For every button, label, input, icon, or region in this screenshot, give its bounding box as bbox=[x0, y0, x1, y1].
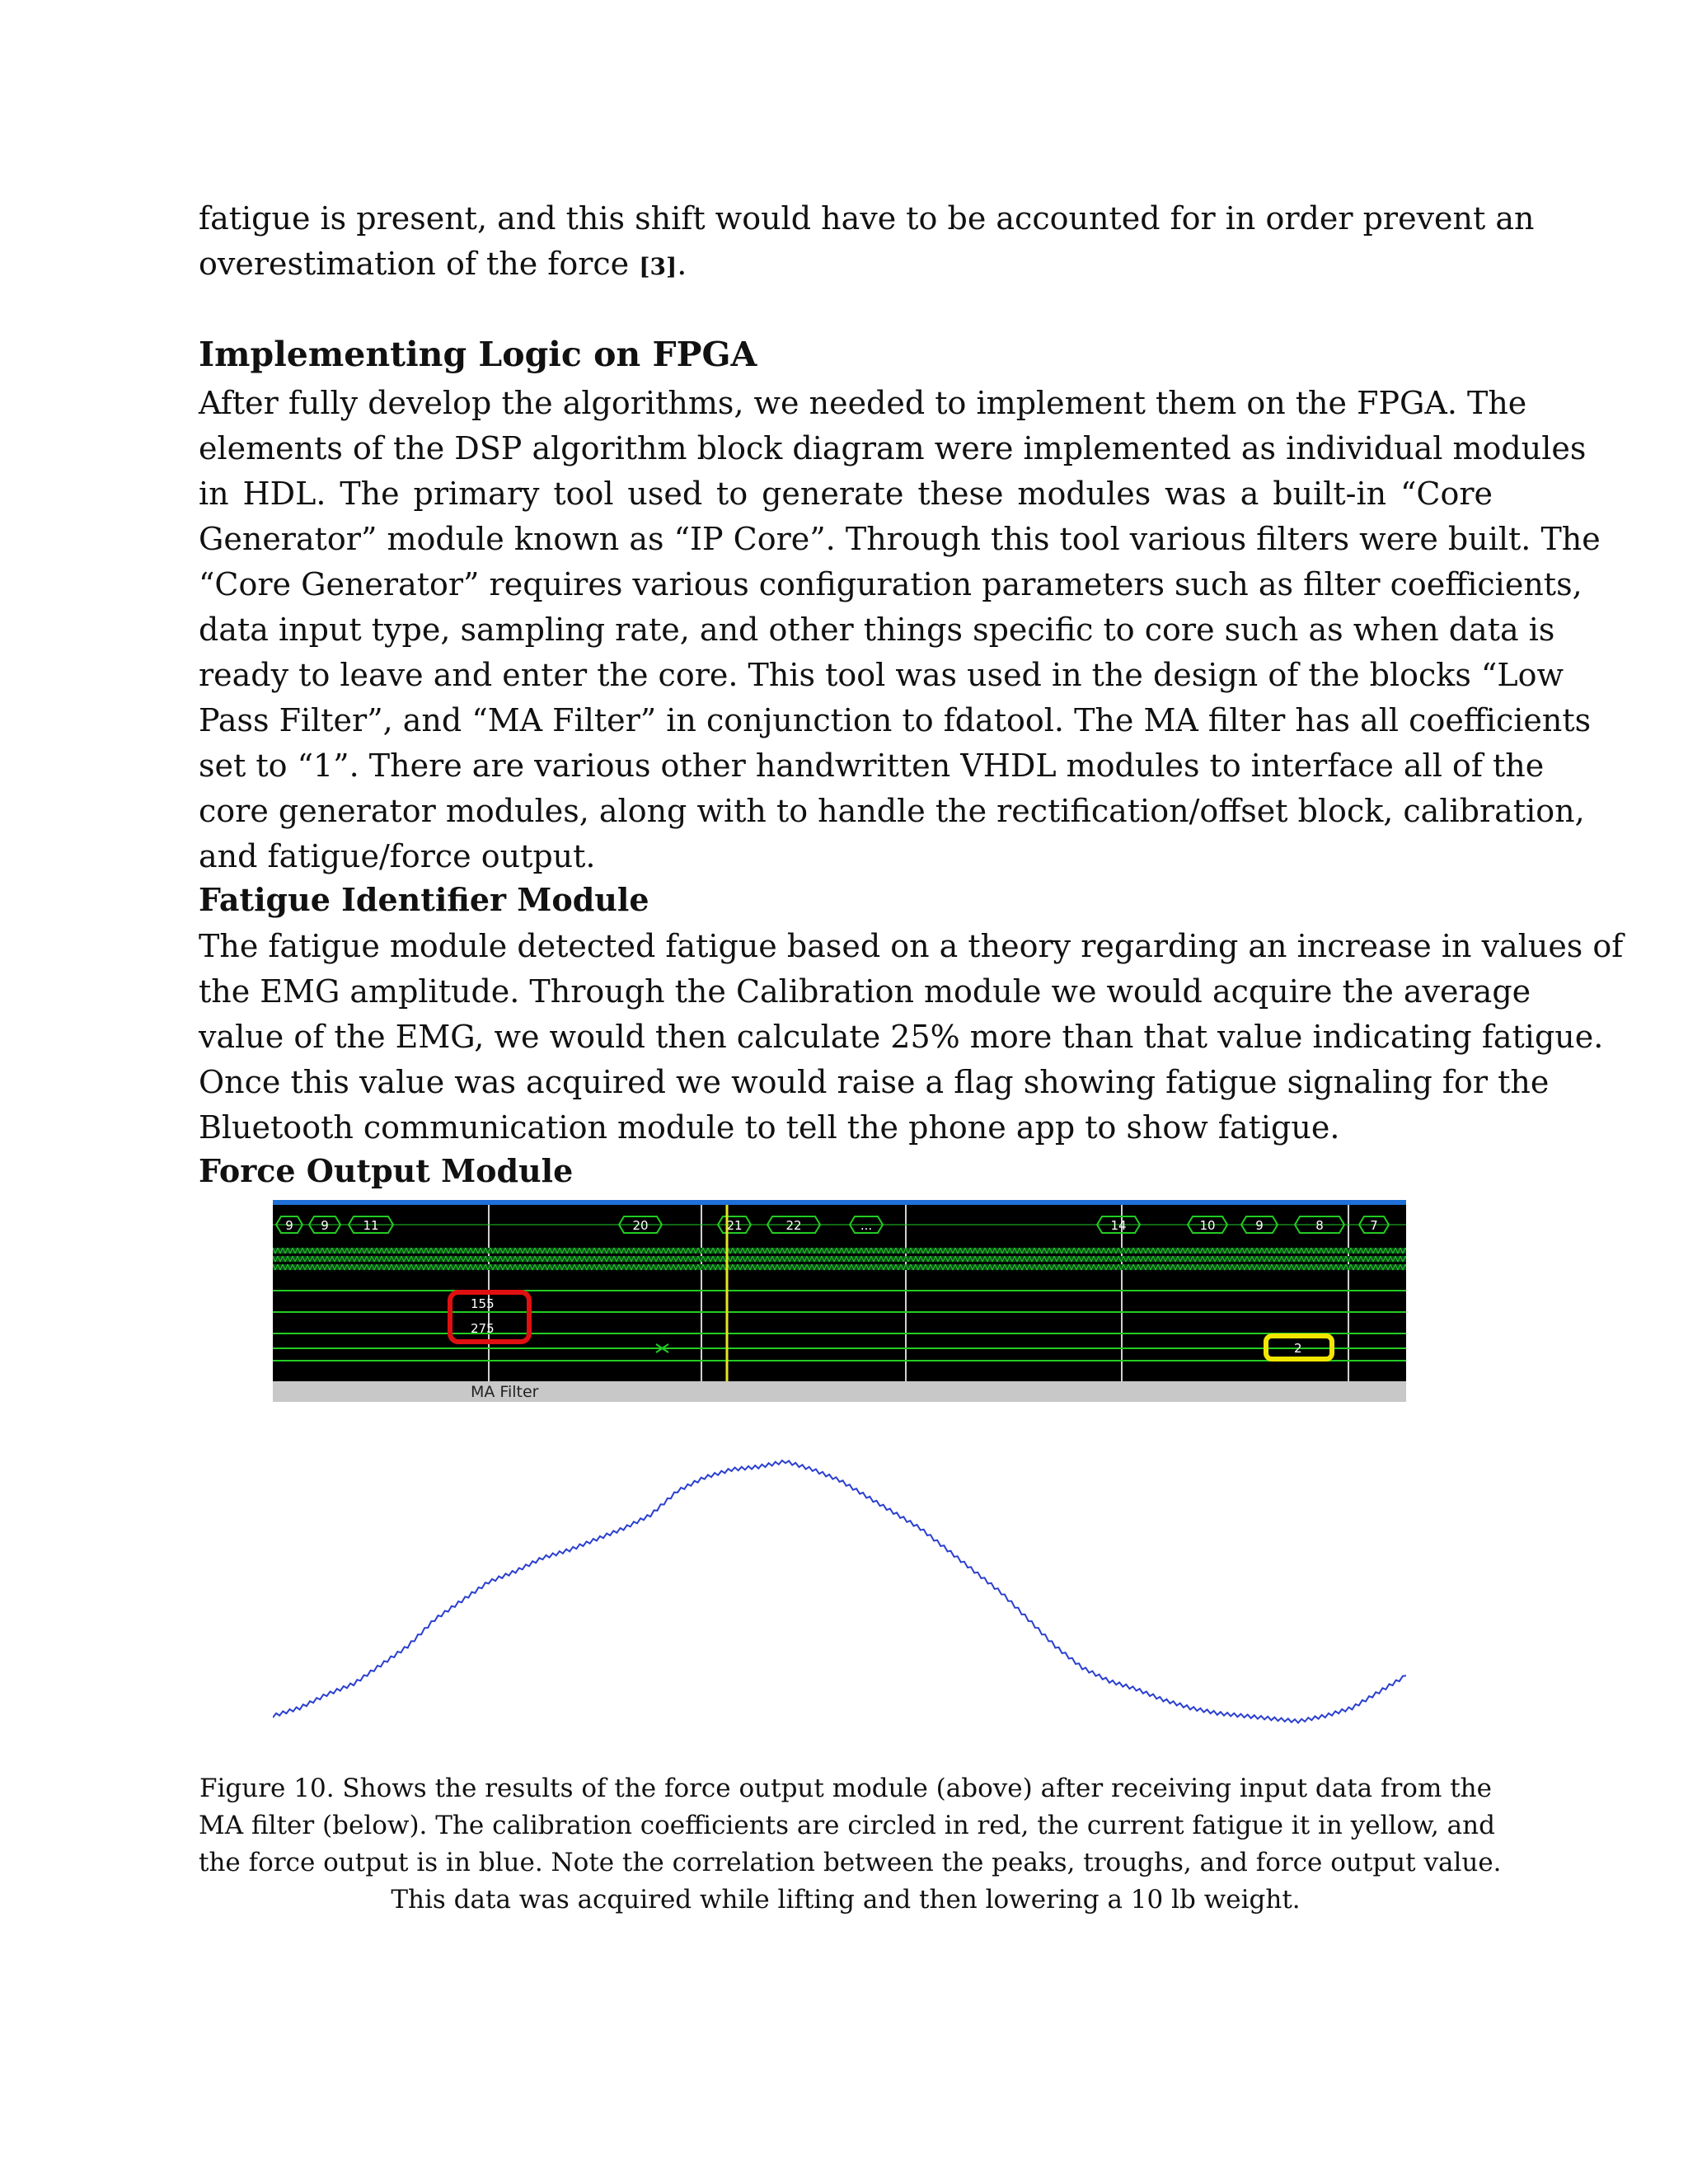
s2-line-4: Once this value was acquired we would raise a flag showing fatigue signaling for the bbox=[199, 1064, 1550, 1100]
s1-line-6: data input type, sampling rate, and other things specific to core such as when data is bbox=[199, 612, 1555, 648]
caption-line-1: Figure 10. Shows the results of the force output module (above) after receiving input data from the bbox=[199, 1774, 1492, 1803]
intro-line-1: fatigue is present, and this shift would have to be accounted for in order prevent an bbox=[199, 200, 1535, 237]
calibration-value-1: 155 bbox=[471, 1296, 495, 1311]
calibration-value-2: 275 bbox=[471, 1321, 495, 1336]
intro-line-2 bbox=[199, 241, 1493, 289]
s1-line-2: elements of the DSP algorithm block diagram were implemented as individual modules bbox=[199, 430, 1587, 466]
force-output-series-line bbox=[273, 1460, 1406, 1722]
citation-3: [3] bbox=[639, 253, 678, 280]
waveform-figure bbox=[273, 1200, 1406, 1402]
intro-line-2-text: overestimation of the force bbox=[199, 246, 630, 282]
waveform-bus-value-11: 8 bbox=[1315, 1218, 1324, 1233]
waveform-bus-value-3: 11 bbox=[363, 1218, 379, 1233]
section1-paragraph bbox=[199, 381, 1601, 879]
s1-line-5: “Core Generator” requires various configuration parameters such as filter coefficients, bbox=[199, 566, 1582, 602]
section2-paragraph bbox=[199, 924, 1624, 1151]
caption-line-3: the force output is in blue. Note the correlation between the peaks, troughs, and force output value. bbox=[199, 1848, 1502, 1877]
s2-line-3: value of the EMG, we would then calculate 25% more than that value indicating fatigue. bbox=[199, 1019, 1604, 1055]
intro-line-2-end: . bbox=[677, 246, 687, 282]
s1-line-9: set to “1”. There are various other handwritten VHDL modules to interface all of the bbox=[199, 748, 1545, 784]
s1-line-3: in HDL. The primary tool used to generate these modules was a built-in “Core bbox=[199, 476, 1493, 512]
s2-line-5: Bluetooth communication module to tell the phone app to show fatigue. bbox=[199, 1109, 1340, 1146]
intro-paragraph bbox=[199, 196, 1535, 289]
force-output-chart bbox=[273, 1451, 1406, 1735]
waveform-bus-value-10: 9 bbox=[1255, 1218, 1264, 1233]
s1-line-1: After fully develop the algorithms, we needed to implement them on the FPGA. The bbox=[199, 385, 1527, 421]
caption-line-2: MA filter (below). The calibration coefficients are circled in red, the current fatigue it in yellow, and bbox=[199, 1811, 1495, 1840]
waveform-bus-value-12: 7 bbox=[1370, 1218, 1378, 1233]
figure-caption bbox=[199, 1770, 1502, 1919]
waveform-bus-value-9: 10 bbox=[1199, 1218, 1216, 1233]
s2-line-1: The fatigue module detected fatigue based on a theory regarding an increase in values of bbox=[199, 928, 1624, 964]
waveform-bus-value-6: 22 bbox=[785, 1218, 802, 1233]
heading-fatigue-identifier: Fatigue Identifier Module bbox=[199, 881, 649, 918]
heading-implementing-logic: Implementing Logic on FPGA bbox=[199, 335, 757, 374]
s1-line-10: core generator modules, along with to handle the rectification/offset block, calibration, bbox=[199, 793, 1585, 829]
s1-line-4: Generator” module known as “IP Core”. Through this tool various filters were built. The bbox=[199, 521, 1601, 557]
heading-force-output: Force Output Module bbox=[199, 1152, 574, 1189]
waveform-label: MA Filter bbox=[471, 1383, 539, 1401]
waveform-bus-value-4: 20 bbox=[632, 1218, 649, 1233]
waveform-bus-value-5: 21 bbox=[726, 1218, 743, 1233]
s1-line-7: ready to leave and enter the core. This tool was used in the design of the blocks “Low bbox=[199, 657, 1564, 693]
waveform-label-bar bbox=[273, 1381, 1406, 1402]
s2-line-2: the EMG amplitude. Through the Calibration module we would acquire the average bbox=[199, 973, 1531, 1010]
waveform-bus-value-8: 14 bbox=[1110, 1218, 1127, 1233]
waveform-bus-value-1: 9 bbox=[285, 1218, 293, 1233]
waveform-bus-value-7: ... bbox=[860, 1218, 873, 1233]
caption-line-4: This data was acquired while lifting and then lowering a 10 lb weight. bbox=[391, 1885, 1301, 1915]
waveform-viewer bbox=[273, 1200, 1406, 1402]
s1-line-11: and fatigue/force output. bbox=[199, 838, 596, 874]
waveform-bus-value-2: 9 bbox=[321, 1218, 329, 1233]
s1-line-8: Pass Filter”, and “MA Filter” in conjunction to fdatool. The MA filter has all coefficients bbox=[199, 702, 1592, 738]
fatigue-value: 2 bbox=[1294, 1341, 1302, 1356]
force-output-plot bbox=[273, 1451, 1406, 1735]
waveform-top-strip bbox=[273, 1200, 1406, 1205]
